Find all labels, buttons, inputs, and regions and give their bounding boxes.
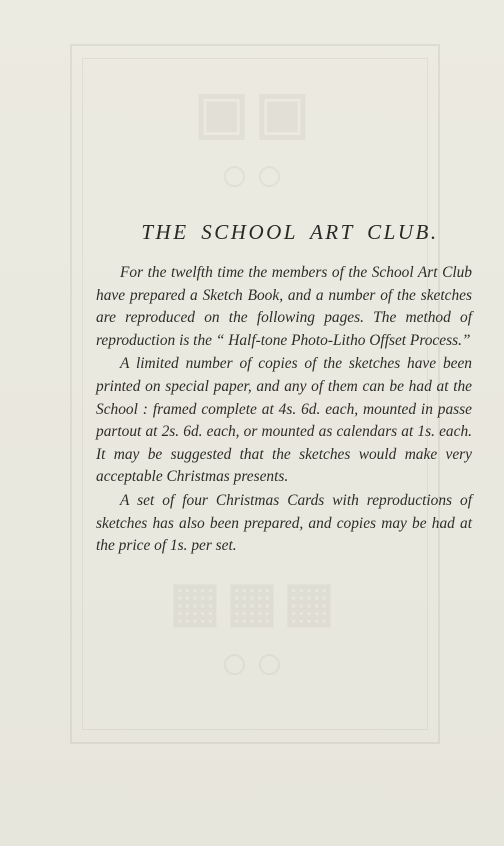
show-through-mark: ▣▣ [194,80,316,145]
page-title: THE SCHOOL ART CLUB. [141,220,439,244]
paragraph: A limited number of copies of the sketches have been printed on special paper, and any of them can be had at the School : framed complete at 4s. 6d. each, mounted in passe partout at 2s. 6d. each, or mounted as calendars at 1s. each. It may be suggested that the sketches would make very acceptable Christmas presents. [96,355,472,486]
show-through-mark: ○○ [220,637,290,690]
body-text [96,262,472,559]
paragraph: For the twelfth time the members of the School Art Club have prepared a Sketch Book, and a number of the sketches are reproduced on the following pages. The method of reproduction is the “ Half-tone Photo-Litho Offset Process.” [96,264,472,349]
show-through-mark: ▦▦▦ [169,572,341,632]
show-through-mark: ○○ [220,149,290,202]
paragraph: A set of four Christmas Cards with reproductions of sketches has also been prepared, and copies may be had at the price of 1s. per set. [96,491,472,555]
